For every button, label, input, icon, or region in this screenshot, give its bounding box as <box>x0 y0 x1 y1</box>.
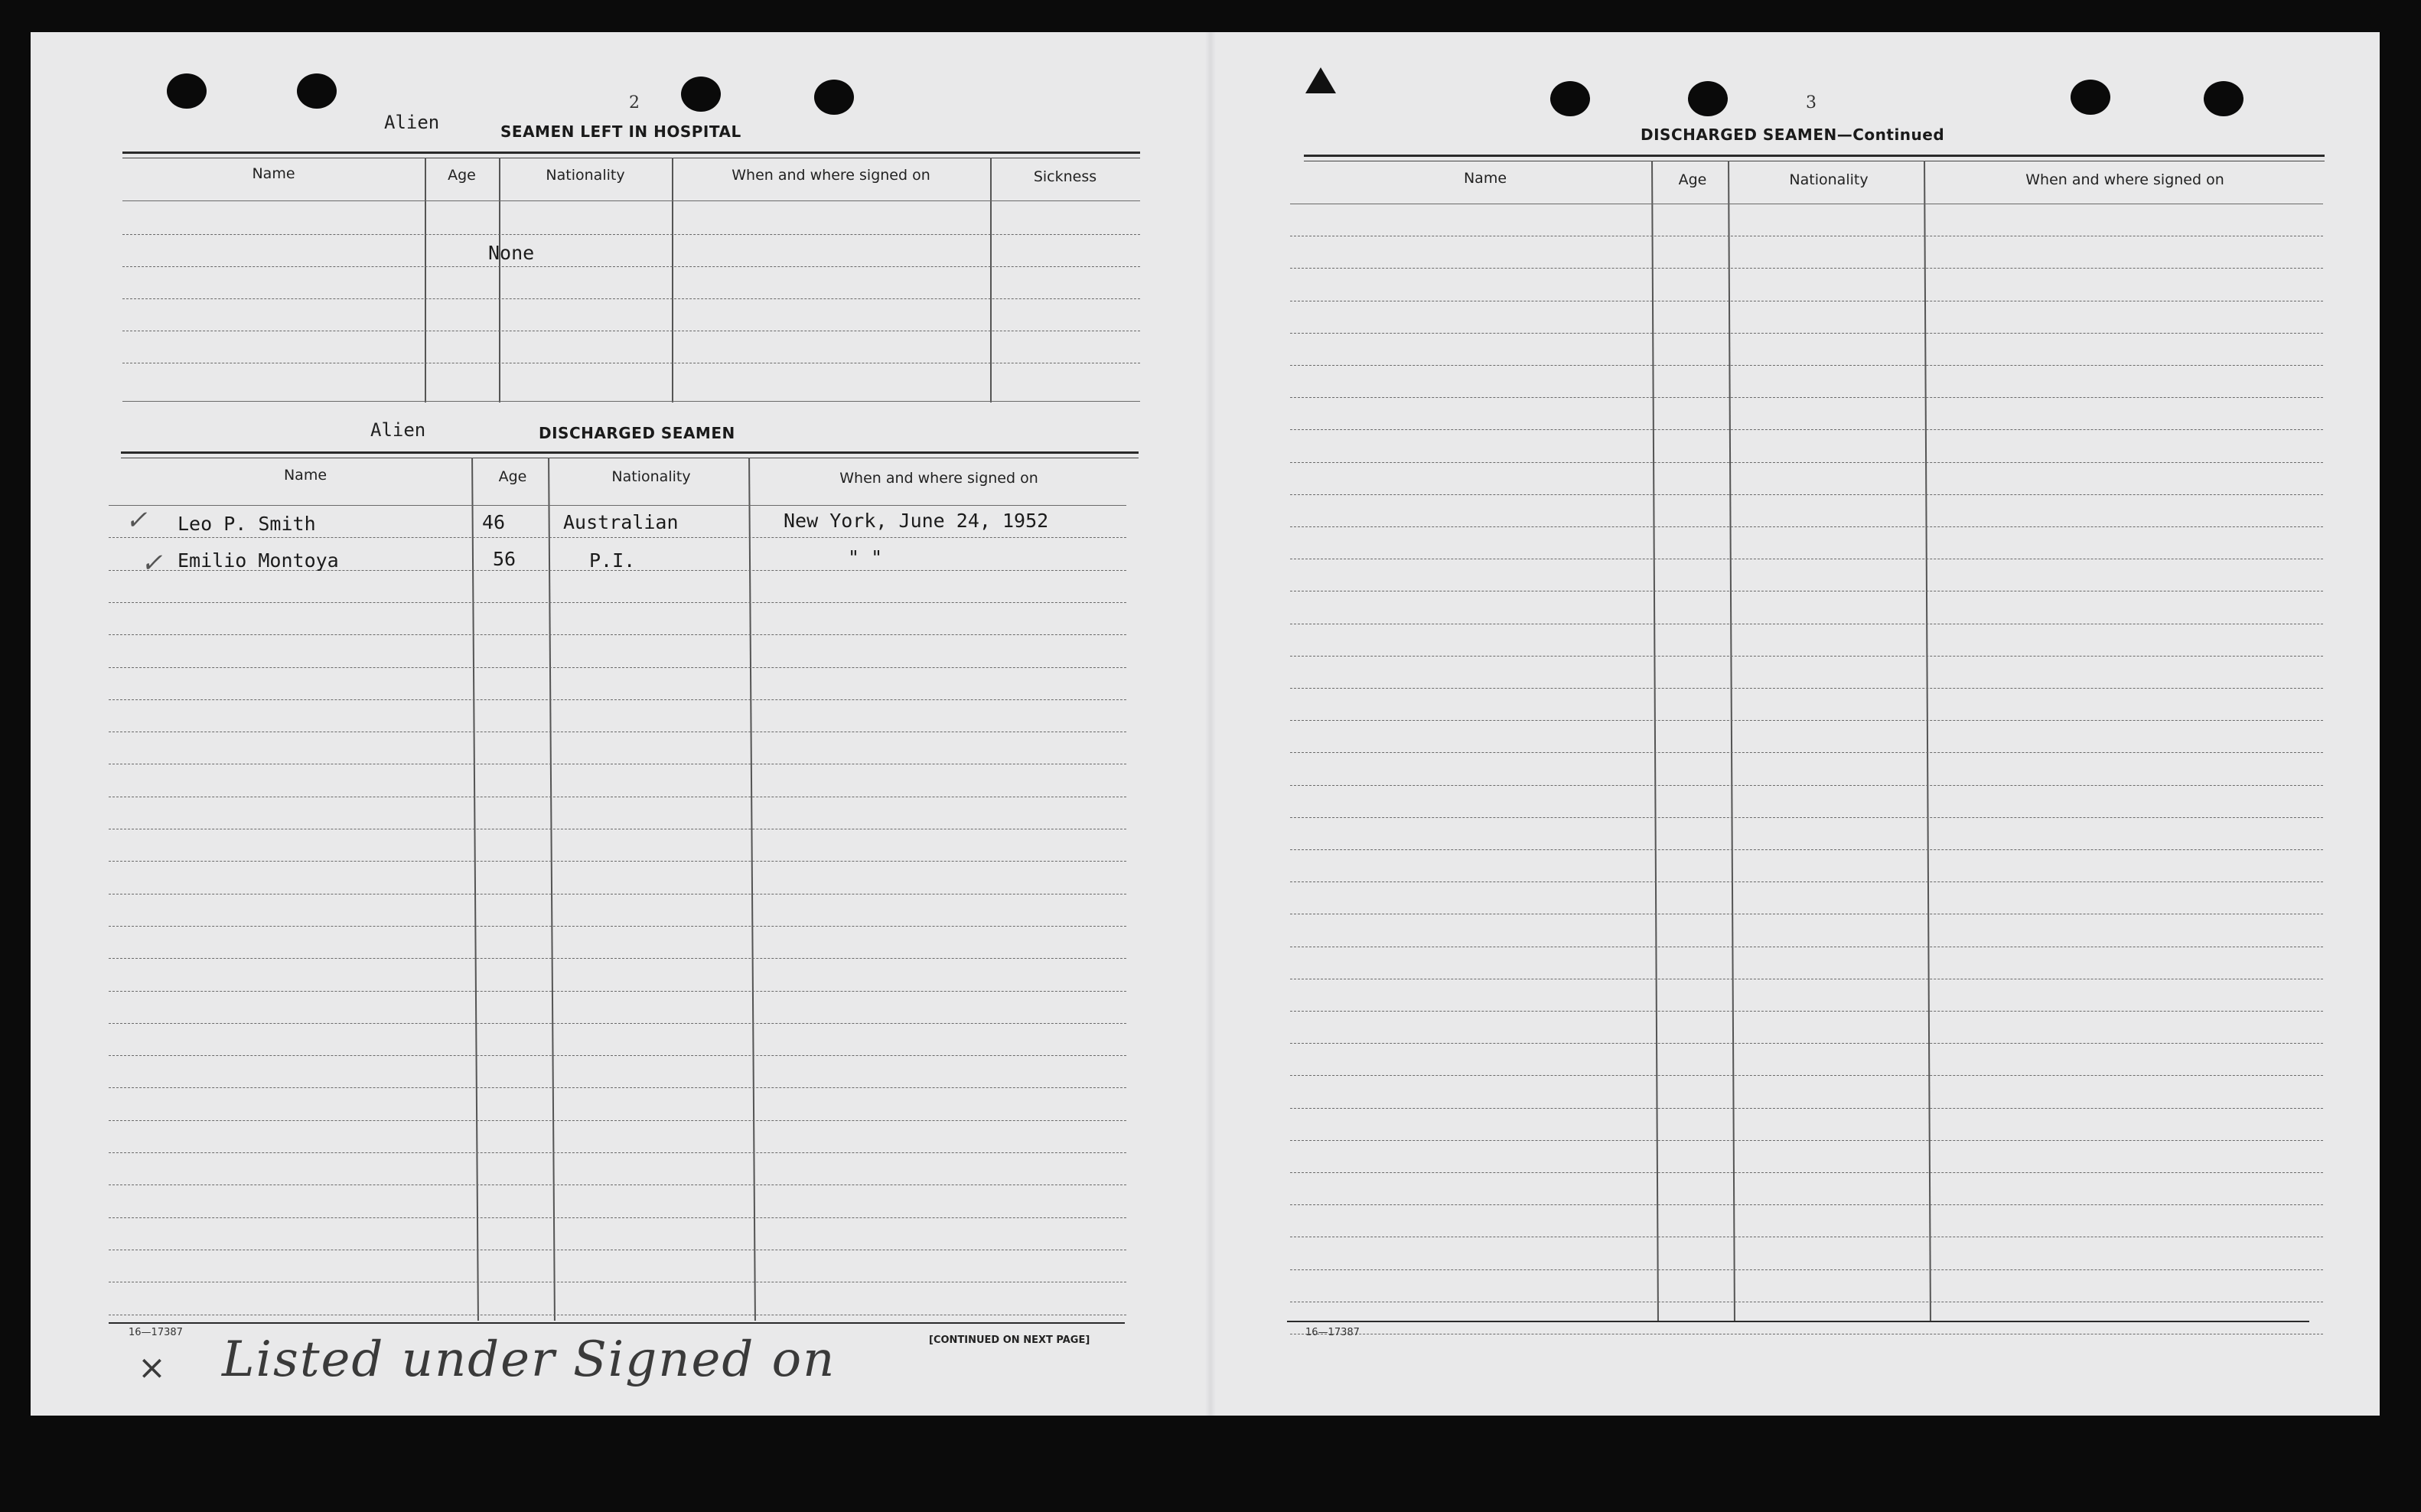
column-header-name: Name <box>283 467 327 484</box>
column-divider <box>1924 161 1931 1322</box>
row-name: Emilio Montoya <box>178 549 339 572</box>
table-row-line <box>109 634 1126 635</box>
table-row-line <box>1290 365 2323 366</box>
page-number: 3 <box>1806 93 1817 112</box>
table-row-line <box>1290 462 2323 463</box>
row-check-mark: ✓ <box>125 505 148 536</box>
table-row-line <box>1290 1204 2323 1205</box>
punch-hole <box>681 77 721 112</box>
table-row-line <box>1290 849 2323 850</box>
row-nationality: Australian <box>563 511 679 533</box>
column-header-name: Name <box>1463 170 1507 187</box>
column-divider <box>425 158 426 402</box>
punch-hole <box>1550 81 1590 116</box>
table-row-line <box>1290 494 2323 495</box>
table-row-line <box>1290 397 2323 398</box>
column-header-age: Age <box>498 468 527 485</box>
page-number: 2 <box>629 93 640 112</box>
table-row-line <box>122 401 1140 402</box>
column-header-nationality: Nationality <box>546 167 625 184</box>
left-bottom-rule <box>109 1322 1125 1324</box>
row-name: Leo P. Smith <box>178 513 316 535</box>
hospital-section-title: SEAMEN LEFT IN HOSPITAL <box>500 122 741 141</box>
section-title-text: DISCHARGED SEAMEN <box>1641 125 1837 144</box>
table-row-line <box>1290 1043 2323 1044</box>
discharged-section-title: DISCHARGED SEAMEN <box>539 424 735 442</box>
punch-hole <box>167 73 207 109</box>
column-divider <box>748 458 756 1321</box>
table-row-line <box>109 537 1126 538</box>
punch-hole <box>2071 80 2110 115</box>
table-row-line <box>1290 720 2323 721</box>
table-row-line <box>1290 1075 2323 1076</box>
table-row-line <box>1290 1140 2323 1141</box>
table-row-line <box>1290 333 2323 334</box>
column-header-age: Age <box>1678 171 1707 188</box>
table-row-line <box>1290 429 2323 430</box>
continued-section-title <box>1641 125 1944 144</box>
table-row-line <box>1290 688 2323 689</box>
table-row-line <box>109 505 1126 506</box>
discharged-alien-label: Alien <box>370 419 426 441</box>
right-bottom-rule <box>1287 1321 2309 1322</box>
table-row-line <box>1290 1108 2323 1109</box>
column-divider <box>672 158 673 402</box>
column-divider <box>1728 161 1735 1322</box>
table-row-line <box>1290 1269 2323 1270</box>
continued-note: [CONTINUED ON NEXT PAGE] <box>929 1334 1090 1346</box>
table-row-line <box>109 667 1126 668</box>
form-number: 16—17387 <box>129 1327 183 1338</box>
table-row-line <box>109 958 1126 959</box>
right-top-rule <box>1304 155 2325 157</box>
table-row-line <box>1290 752 2323 753</box>
table-row-line <box>109 1120 1126 1121</box>
table-row-line <box>1290 817 2323 818</box>
table-row-line <box>122 200 1140 201</box>
table-row-line <box>109 861 1126 862</box>
column-divider <box>990 158 992 402</box>
punch-hole <box>814 80 854 115</box>
table-row-line <box>1290 656 2323 657</box>
table-row-line <box>1290 1011 2323 1012</box>
table-row-line <box>109 1087 1126 1088</box>
discharged-top-rule <box>121 451 1139 454</box>
table-row-line <box>1290 268 2323 269</box>
column-divider <box>548 458 556 1321</box>
hospital-top-rule <box>122 152 1140 154</box>
table-row-line <box>122 298 1140 299</box>
column-header-sickness: Sickness <box>1033 168 1097 185</box>
table-row-line <box>1290 1172 2323 1173</box>
column-divider <box>1651 161 1659 1322</box>
column-header-signed-on: When and where signed on <box>839 470 1038 487</box>
hospital-entry-none: None <box>488 242 535 264</box>
section-title-suffix: —Continued <box>1836 125 1945 144</box>
table-row-line <box>109 1055 1126 1056</box>
column-header-name: Name <box>252 165 295 182</box>
punch-hole <box>297 73 337 109</box>
row-age: 56 <box>493 548 516 570</box>
column-divider <box>471 458 479 1321</box>
table-row-line <box>122 266 1140 267</box>
table-row-line <box>109 602 1126 603</box>
form-number: 16—17387 <box>1305 1327 1360 1338</box>
row-check-mark: ✓ <box>141 548 163 578</box>
punch-hole <box>2204 81 2243 116</box>
triangle-marker-icon <box>1305 67 1336 93</box>
handwritten-note: Listed under Signed on <box>222 1331 836 1388</box>
row-signed-on: New York, June 24, 1952 <box>784 510 1049 532</box>
row-signed-on: " " <box>848 546 883 569</box>
table-row-line <box>1290 881 2323 882</box>
page-fold <box>1205 32 1216 1416</box>
table-row-line <box>109 699 1126 700</box>
table-row-line <box>109 1023 1126 1024</box>
row-nationality: P.I. <box>589 549 636 572</box>
table-row-line <box>122 234 1140 235</box>
column-header-nationality: Nationality <box>1789 171 1869 188</box>
column-header-signed-on: When and where signed on <box>2025 171 2224 188</box>
table-row-line <box>109 1152 1126 1153</box>
discharged-table <box>109 458 1126 1322</box>
column-header-signed-on: When and where signed on <box>732 167 930 184</box>
column-header-age: Age <box>448 167 476 184</box>
table-row-line <box>1290 526 2323 527</box>
punch-hole <box>1688 81 1728 116</box>
table-row-line <box>109 1217 1126 1218</box>
table-row-line <box>1290 785 2323 786</box>
column-header-nationality: Nationality <box>611 468 691 485</box>
column-divider <box>499 158 500 402</box>
row-age: 46 <box>482 511 506 533</box>
table-row-line <box>109 991 1126 992</box>
table-row-line <box>109 926 1126 927</box>
hospital-table <box>122 158 1140 407</box>
hospital-alien-label: Alien <box>384 112 440 133</box>
continued-table <box>1290 161 2323 1324</box>
handwritten-x-mark: × <box>138 1348 166 1387</box>
